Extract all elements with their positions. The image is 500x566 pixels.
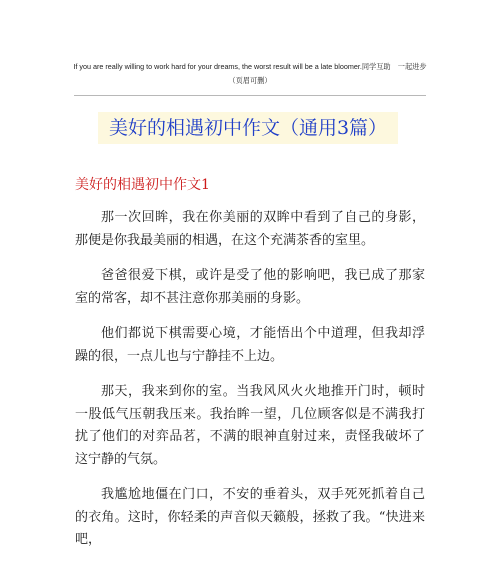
paragraph: 他们都说下棋需要心境，才能悟出个中道理，但我却浮躁的很，一点儿也与宁静挂不上边。 xyxy=(75,326,425,364)
article-body xyxy=(75,207,425,565)
document-title: 美好的相遇初中作文（通用3篇） xyxy=(98,112,398,144)
header-divider xyxy=(74,95,426,96)
paragraph: 那天，我来到你的室。当我风风火火地推开门时，顿时一股低气压朝我压来。我抬眸一望，几位顾客似是不满我打扰了他们的对弈品茗，不满的眼神直射过来，责怪我破坏了这宁静的气氛。 xyxy=(75,384,425,467)
paragraph: 我尴尬地僵在门口，不安的垂着头，双手死死抓着自己的衣角。这时，你轻柔的声音似天籁般，拯救了我。“快进来吧， xyxy=(75,487,425,547)
section-heading: 美好的相遇初中作文1 xyxy=(75,177,210,193)
paragraph: 那一次回眸，我在你美丽的双眸中看到了自己的身影，那便是你我最美丽的相遇，在这个充满茶香的室里。 xyxy=(75,210,425,248)
page-header: If you are really willing to work hard for your dreams, the worst result will be a late bloomer.同学互助 一起进步（页眉可删） xyxy=(73,62,427,85)
paragraph: 爸爸很爱下棋，或许是受了他的影响吧，我已成了那家室的常客，却不甚注意你那美丽的身影。 xyxy=(75,268,425,306)
